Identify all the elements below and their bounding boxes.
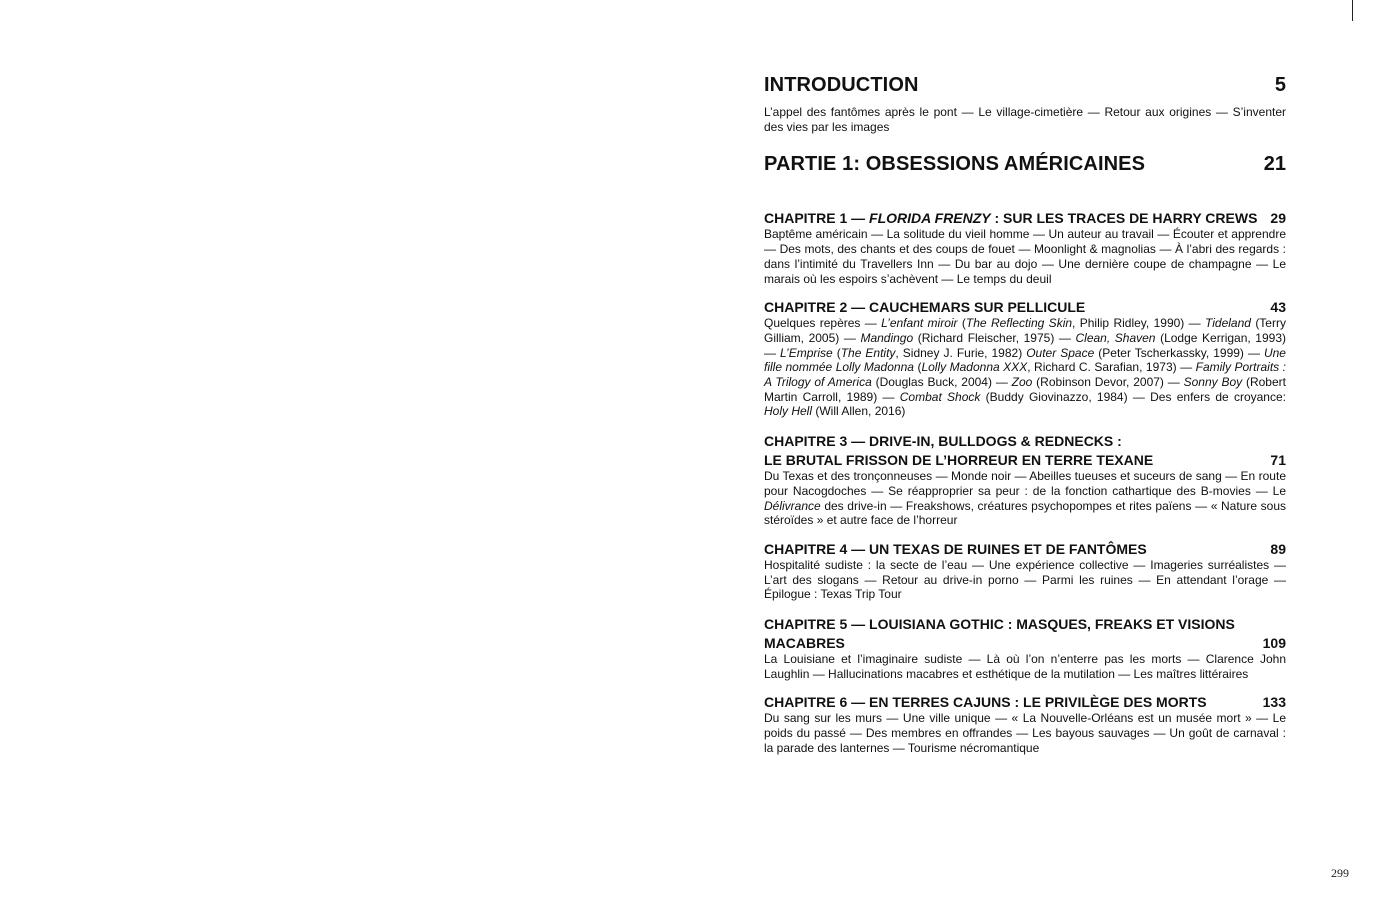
film-title: Une fille nommée Lolly Madonna — [764, 345, 1286, 375]
chapter-2-entry — [764, 298, 1286, 419]
chapter-3-entry — [764, 431, 1286, 528]
chapter-6-page-number: 133 — [1262, 694, 1286, 711]
film-title: Outer Space — [1026, 345, 1095, 360]
film-title: The Reflecting Skin — [965, 316, 1073, 331]
chapter-4-description: Hospitalité sudiste : la secte de l’eau — Une expérience collective — Imageries surréalistes — L’art des slogans — Retour au drive-in porno — Parmi les ruines — En attendant l’orage — Épilogue : Texas Trip Tour — [764, 557, 1286, 602]
film-title: Tideland — [1205, 316, 1251, 331]
chapter-3-page-number: 71 — [1270, 452, 1286, 469]
chapter-6-title: CHAPITRE 6 — EN TERRES CAJUNS : LE PRIVILÈGE DES MORTS — [764, 694, 1207, 711]
description-text: des drive-in — Freakshows, créatures psychopompes et rites païens — « Nature sous stéroïdes » et autre face de l’horreur — [764, 498, 1286, 528]
chapter-5-heading — [764, 634, 1286, 652]
chapter-5-description: La Louisiane et l’imaginaire sudiste — Là où l’on n’enterre pas les morts — Clarence John Laughlin — Hallucinations macabres et esthétique de la mutilation — Les maîtres littéraires — [764, 652, 1286, 681]
chapter-2-title: CHAPITRE 2 — CAUCHEMARS SUR PELLICULE — [764, 299, 1086, 316]
page-edge-line — [1352, 0, 1353, 21]
description-text: , Sidney J. Furie, 1982) — [895, 345, 1027, 360]
chapter-3-description — [764, 469, 1286, 528]
part-1-heading — [764, 151, 1286, 177]
description-text: ( — [957, 316, 966, 331]
description-text: (Terry Gilliam, 2005) — — [764, 316, 1286, 345]
chapter-5-entry — [764, 614, 1286, 681]
description-text: , Richard C. Sarafian, 1973) — — [1027, 360, 1196, 375]
film-title: The Entity — [840, 345, 896, 360]
film-title: Family Portraits : A Trilogy of America — [764, 360, 1286, 390]
film-title: Mandingo — [860, 330, 914, 345]
chapter-1-page-number: 29 — [1270, 210, 1286, 227]
film-title: Holy Hell — [764, 404, 813, 419]
chapter-1-description: Baptême américain — La solitude du vieil homme — Un auteur au travail — Écouter et apprendre — Des mots, des chants et des coups de fouet — Moonlight & magnolias — À l’abri des regards : dans l’intimité du Travellers Inn — Du bar au dojo — Une dernière coupe de champagne — Le marais où les espoirs s’achèvent — Le temps du deuil — [764, 227, 1286, 286]
film-title: Délivrance — [764, 498, 821, 513]
description-text: (Peter Tscherkassky, 1999) — — [1094, 345, 1264, 360]
description-text: Quelques repères — — [764, 316, 882, 331]
description-text: (Lodge Kerrigan, 1993) — — [764, 330, 1286, 360]
chapter-1-title — [764, 209, 1257, 227]
description-text: Du Texas et des tronçonneuses — Monde noir — Abeilles tueuses et suceurs de sang — En route pour Nacogdoches — Se réapproprier sa peur : de la fonction cathartique des B-movies — Le — [764, 469, 1286, 498]
description-text: (Robert Martin Carroll, 1989) — — [764, 375, 1286, 404]
film-title: Combat Shock — [899, 389, 981, 404]
introduction-page-number: 5 — [1274, 74, 1286, 96]
description-text: ( — [832, 345, 841, 360]
introduction-title: INTRODUCTION — [764, 74, 919, 96]
chapter-2-heading — [764, 298, 1286, 316]
chapter-6-heading — [764, 693, 1286, 711]
chapter-5-title-line-1: CHAPITRE 5 — LOUISIANA GOTHIC : MASQUES, FREAKS ET VISIONS — [764, 616, 1235, 633]
film-title: Lolly Madonna XXX — [921, 360, 1028, 375]
chapter-5-title-line-2: MACABRES — [764, 635, 845, 652]
chapter-4-entry — [764, 540, 1286, 602]
film-title: L’enfant miroir — [881, 316, 958, 331]
chapter-3-title-line-1: CHAPITRE 3 — DRIVE-IN, BULLDOGS & REDNECKS : — [764, 433, 1122, 450]
chapter-5-page-number: 109 — [1262, 635, 1286, 652]
description-text: (Robinson Devor, 2007) — — [1032, 375, 1184, 390]
chapter-1-heading — [764, 209, 1286, 227]
folio-page-number: 299 — [1331, 866, 1349, 880]
film-title: Sonny Boy — [1183, 375, 1243, 390]
film-title: L’Emprise — [780, 345, 833, 360]
introduction-heading — [764, 72, 1286, 98]
chapter-1-entry — [764, 209, 1286, 286]
description-text: (Richard Fleischer, 1975) — — [913, 330, 1076, 345]
chapter-2-page-number: 43 — [1270, 299, 1286, 316]
chapter-1-title-prefix: CHAPITRE 1 — — [764, 210, 870, 227]
chapter-6-entry — [764, 693, 1286, 755]
description-text: , Philip Ridley, 1990) — — [1072, 316, 1206, 331]
chapter-2-description — [764, 316, 1286, 419]
film-title: Zoo — [1011, 375, 1033, 390]
chapter-1-title-rest: : SUR LES TRACES DE HARRY CREWS — [990, 210, 1258, 227]
chapter-3-title-line-2: LE BRUTAL FRISSON DE L’HORREUR EN TERRE TEXANE — [764, 452, 1154, 469]
chapter-4-heading — [764, 540, 1286, 558]
description-text: (Douglas Buck, 2004) — — [871, 375, 1012, 390]
part-1-title: PARTIE 1: OBSESSIONS AMÉRICAINES — [764, 153, 1146, 176]
chapter-3-heading — [764, 451, 1286, 469]
description-text: ( — [913, 360, 922, 375]
chapter-1-title-italic: FLORIDA FRENZY — [869, 210, 991, 227]
chapter-6-description: Du sang sur les murs — Une ville unique — « La Nouvelle-Orléans est un musée mort » — Le poids du passé — Des membres en offrandes — Les bayous sauvages — Un goût de carnaval : la parade des lanternes — Tourisme nécromantique — [764, 711, 1286, 755]
table-of-contents — [764, 72, 1286, 756]
description-text: (Buddy Giovinazzo, 1984) — Des enfers de croyance: — [980, 389, 1286, 404]
part-1-page-number: 21 — [1263, 153, 1286, 176]
description-text: (Will Allen, 2016) — [812, 404, 906, 419]
introduction-description: L’appel des fantômes après le pont — Le village-cimetière — Retour aux origines — S’inventer des vies par les images — [764, 105, 1286, 134]
film-title: Clean, Shaven — [1075, 330, 1156, 345]
chapter-4-page-number: 89 — [1270, 540, 1286, 557]
chapter-4-title: CHAPITRE 4 — UN TEXAS DE RUINES ET DE FANTÔMES — [764, 540, 1147, 557]
